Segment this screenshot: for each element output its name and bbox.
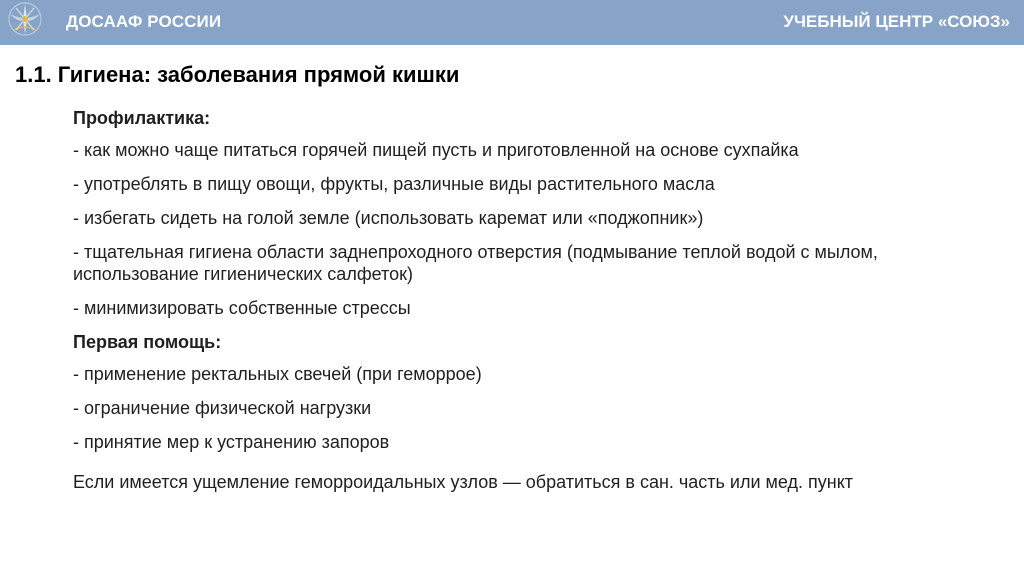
first-aid-item: - ограничение физической нагрузки	[73, 398, 372, 418]
org-title: ДОСААФ РОССИИ	[66, 12, 222, 31]
center-title: УЧЕБНЫЙ ЦЕНТР «СОЮЗ»	[783, 12, 1010, 31]
first-aid-heading: Первая помощь:	[73, 332, 222, 352]
header-bar	[0, 0, 1024, 45]
strangulation-note: Если имеется ущемление геморроидальных узлов — обратиться в сан. часть или мед. пункт	[73, 472, 854, 492]
first-aid-item: - применение ректальных свечей (при геморрое)	[73, 364, 482, 384]
slide-title: 1.1. Гигиена: заболевания прямой кишки	[15, 62, 460, 87]
prevention-item: - употреблять в пищу овощи, фрукты, различные виды растительного масла	[73, 174, 715, 194]
dosaaf-emblem-icon	[6, 0, 44, 42]
prevention-item: - как можно чаще питаться горячей пищей пусть и приготовленной на основе сухпайка	[73, 140, 799, 160]
prevention-item: - избегать сидеть на голой земле (использовать каремат или «поджопник»)	[73, 208, 704, 228]
slide-content	[73, 107, 993, 505]
prevention-item: - тщательная гигиена области заднепроходного отверстия (подмывание теплой водой с мылом, использование гигиенических салфеток)	[73, 242, 878, 284]
prevention-heading: Профилактика:	[73, 108, 211, 128]
first-aid-item: - принятие мер к устранению запоров	[73, 432, 390, 452]
prevention-item: - минимизировать собственные стрессы	[73, 298, 411, 318]
